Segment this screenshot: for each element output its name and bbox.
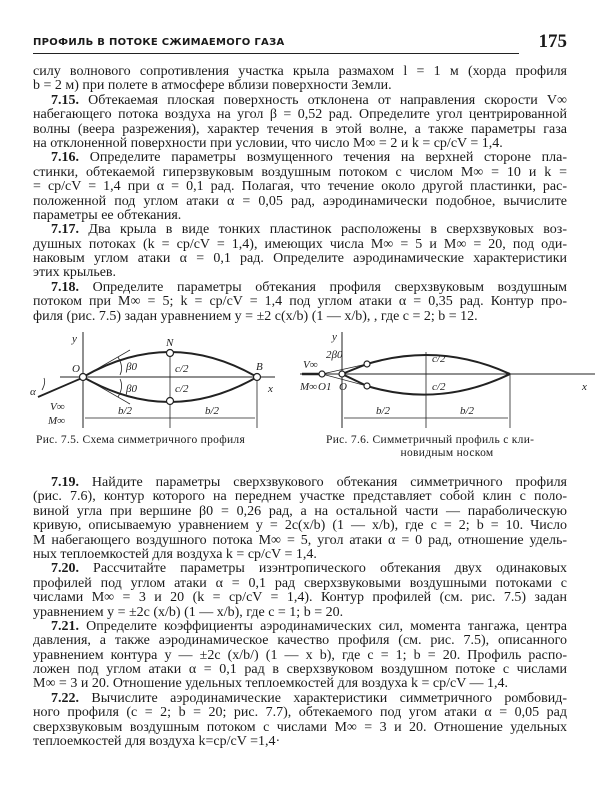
caption-line: Рис. 7.6. Симметричный профиль с кли- <box>326 434 535 446</box>
figure-7-5 <box>0 330 300 430</box>
label-half-right: b/2 <box>460 405 475 417</box>
problem-paragraph <box>33 65 567 94</box>
problem-number: 7.19. <box>51 475 79 490</box>
label-beta-top: β0 <box>126 361 137 373</box>
text-line: давления, а также аэродинамическое качество профиля (см. рис. 7.5), описанного <box>33 633 567 649</box>
label-c-top: c/2 <box>432 353 446 365</box>
chapter-title: ПРОФИЛЬ В ПОТОКЕ СЖИМАЕМОГО ГАЗА <box>33 37 285 48</box>
label-o: O <box>339 381 347 393</box>
label-n: N <box>166 337 174 349</box>
text-line: теплоемкостей для воздуха k=cp/cV =1,4· <box>33 734 281 750</box>
text-line: сверхзвуковым воздушным потоком с числами M∞ = 3 и 20. Отношение удельных <box>33 719 567 735</box>
text-line: (рис. 7.6), контур которого на переднем участке представляет собой клин с поло- <box>33 489 567 505</box>
problem-paragraph <box>33 151 567 223</box>
text-line: 7.22. Вычислите аэродинамические характеристики симметричного ромбовид- <box>51 690 567 706</box>
label-v: V∞ <box>50 401 65 413</box>
problem-number: 7.17. <box>51 222 79 238</box>
label-o: O <box>72 363 80 375</box>
label-half-right: b/2 <box>205 405 220 417</box>
text-line: ного профиля (c = 2; b = 20; рис. 7.7), обтекаемого под угом атаки α = 0,05 рад <box>33 705 567 721</box>
figure-7-6-caption <box>326 434 568 460</box>
problem-number: 7.21. <box>51 618 79 634</box>
label-y: y <box>332 331 337 343</box>
text-line: положенной под углом атаки α = 0,05 рад, аэродинамически подобное, вычислите <box>33 193 567 209</box>
text-line: душных потоках (k = cp/cV = 1,4), имеющих числа M∞ = 5 и M∞ = 20, под оди- <box>33 236 567 252</box>
label-c-top: c/2 <box>175 363 189 375</box>
problem-paragraph <box>33 223 567 281</box>
caption-line: Рис. 7.5. Схема симметричного профиля <box>36 434 246 446</box>
text-line: набегающего потока воздуха на угол β = 0,52 рад. Определите угол центрированной <box>33 107 567 123</box>
problem-paragraph <box>33 281 567 324</box>
text-line: кривую, описываемую уравнением y = 2c(x/b) (1 — x/b), где c = 2; b = 10. Число <box>33 518 567 534</box>
label-half-left: b/2 <box>118 405 133 417</box>
problem-number: 7.18. <box>51 279 79 295</box>
figure-7-5-caption <box>36 434 245 447</box>
problem-number: 7.16. <box>51 150 79 166</box>
label-alpha: α <box>30 386 36 398</box>
header-rule <box>33 53 519 54</box>
text-line: 7.15. Обтекаемая плоская поверхность отклонена от направления скорости V∞ <box>51 92 567 108</box>
text-line: = cp/cV = 1,4 при α = 0,1 рад. Полагая, что течение около другой пластинки, рас- <box>33 179 567 195</box>
text-line: виной угла при вершине β0 = 0,26 рад, а на остальной части — параболическую <box>33 503 567 519</box>
problem-paragraph <box>33 562 567 620</box>
label-y: y <box>72 333 77 345</box>
text-line: 7.18. Определите параметры обтекания профиля сверхзвуковым воздушным <box>51 279 567 295</box>
text-line: 7.17. Два крыла в виде тонких пластинок расположены в сверхзвуковых воз- <box>51 222 567 238</box>
text-line: M набегающего воздушного потока M∞ = 5, угол атаки α = 0 рад, отношение удель- <box>33 532 567 548</box>
problem-paragraph <box>33 620 567 692</box>
label-half-left: b/2 <box>376 405 391 417</box>
label-c-bottom: c/2 <box>432 381 446 393</box>
text-line: параметры ее обтекания. <box>33 207 182 223</box>
text-line: наковым углом атаки α = 0,1 рад. Определите аэродинамические характеристики <box>33 251 567 267</box>
label-m: M∞ <box>300 381 318 393</box>
text-block-lower <box>33 476 567 749</box>
text-line: M∞ = 3 и 20. Отношение удельных теплоемкостей для воздуха k = cp/cV — 1,4. <box>33 676 509 692</box>
label-o1: O1 <box>318 381 332 393</box>
text-line: волны (веера разрежения), характер течения в этой волне, а также параметры газа <box>33 121 567 137</box>
text-line: 7.19. Найдите параметры сверхзвукового обтекания симметричного профиля <box>51 475 567 490</box>
text-line: этих крыльев. <box>33 265 117 281</box>
label-two-beta: 2β0 <box>326 349 343 361</box>
figure-7-6 <box>300 330 600 430</box>
text-line: ложен под углом атаки α = 0,1 рад в сверхзвуковом воздушном потоке с числами <box>33 662 567 678</box>
text-line: уравнением контура y — ±2c (x/b/) (1 — x b), где c = 1; b = 20. Профиль распо- <box>33 647 567 663</box>
label-beta-bottom: β0 <box>126 383 137 395</box>
text-line: ных теплоемкостей для воздуха k = cp/cV = 1,4. <box>33 546 317 562</box>
problem-paragraph <box>33 476 567 562</box>
label-x: x <box>582 381 587 393</box>
label-v: V∞ <box>303 359 318 371</box>
text-line: 7.21. Определите коэффициенты аэродинамических сил, момента тангажа, центра <box>51 618 567 634</box>
text-line: уравнением y = ±2c (x/b) (1 — x/b), где c = 1; b = 20. <box>33 604 344 620</box>
text-line: потоком при M∞ = 5; k = cp/cV = 1,4 под углом атаки α = 0,35 рад. Контур про- <box>33 294 567 310</box>
problem-paragraph <box>33 94 567 152</box>
label-x: x <box>268 383 273 395</box>
text-block-upper <box>33 65 567 324</box>
text-line: b = 2 м) при полете в атмосфере вблизи поверхности Земли. <box>33 78 392 94</box>
text-line: силу волнового сопротивления участка крыла размахом l = 1 м (хорда профиля <box>33 64 567 79</box>
text-line: 7.16. Определите параметры возмущенного течения на верхней стороне пла- <box>51 150 567 166</box>
text-line: числами M∞ = 3 и 20 (k = cp/cV = 1,4). Контур профилей (см. рис. 7.5) задан <box>33 590 567 606</box>
problem-number: 7.15. <box>51 92 79 108</box>
text-line: филя (рис. 7.5) задан уравнением y = ±2 c(x/b) (1 — x/b), , где c = 2; b = 12. <box>33 308 478 324</box>
text-line: 7.20. Рассчитайте параметры изэнтропического обтекания двух одинаковых <box>51 561 567 577</box>
label-m: M∞ <box>48 415 66 427</box>
text-line: профилей под углом атаки α = 0,1 рад сверхзвуковыми воздушными потоками с <box>33 575 567 591</box>
page-number: 175 <box>538 31 567 52</box>
caption-line: новидным носком <box>400 447 494 459</box>
text-line: на отклоненной поверхности при условии, что число M∞ = 2 и k = cp/cV = 1,4. <box>33 135 503 151</box>
text-line: стинки, обтекаемой гиперзвуковым воздушным потоком с числом M∞ = 10 и k = <box>33 164 567 180</box>
problem-number: 7.22. <box>51 690 79 706</box>
problem-paragraph <box>33 692 567 750</box>
label-b: B <box>256 361 263 373</box>
label-c-bottom: c/2 <box>175 383 189 395</box>
running-header <box>33 33 567 53</box>
problem-number: 7.20. <box>51 561 79 577</box>
